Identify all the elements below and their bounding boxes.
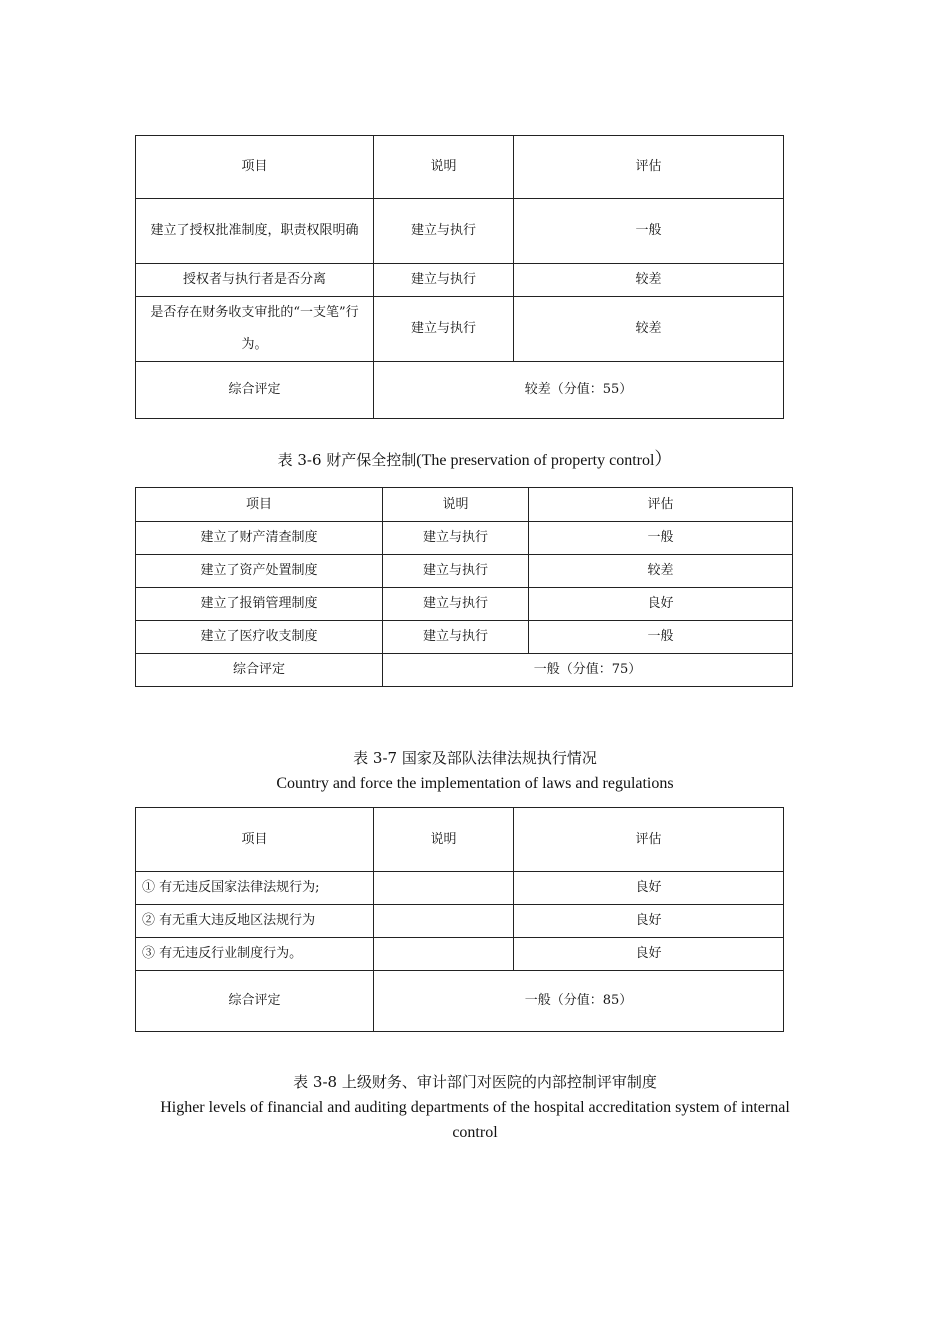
row-description: 建立与执行	[383, 522, 529, 555]
row-evaluation: 较差	[514, 264, 784, 297]
row-description	[374, 938, 514, 971]
table-header-row	[136, 136, 784, 199]
table-caption-3-8	[135, 1070, 815, 1145]
header-evaluation: 评估	[514, 808, 784, 872]
caption-en-line1: Higher levels of financial and auditing departments of the hospital accreditation system of internal	[160, 1099, 790, 1116]
row-item: 是否存在财务收支审批的“一支笔”行为。	[136, 297, 374, 362]
caption-close: ）	[654, 449, 673, 470]
row-evaluation: 一般	[529, 522, 793, 555]
row-description	[374, 905, 514, 938]
summary-label: 综合评定	[136, 362, 374, 419]
row-evaluation: 较差	[514, 297, 784, 362]
row-description	[374, 872, 514, 905]
row-item: 建立了授权批准制度，职责权限明确	[136, 199, 374, 264]
caption-en-line2: control	[452, 1124, 498, 1141]
table-row	[136, 872, 784, 905]
table-row	[136, 555, 793, 588]
summary-row	[136, 971, 784, 1032]
row-description: 建立与执行	[383, 588, 529, 621]
summary-value: 一般（分值：75）	[383, 654, 793, 687]
summary-value: 一般（分值：85）	[374, 971, 784, 1032]
table-row	[136, 199, 784, 264]
table-row	[136, 264, 784, 297]
row-evaluation: 良好	[514, 905, 784, 938]
table-row	[136, 588, 793, 621]
row-description: 建立与执行	[383, 555, 529, 588]
summary-row	[136, 362, 784, 419]
row-evaluation: 良好	[514, 872, 784, 905]
caption-zh: 表 3-6 财产保全控制	[277, 451, 417, 469]
summary-label: 综合评定	[136, 971, 374, 1032]
row-evaluation: 良好	[529, 588, 793, 621]
summary-row	[136, 654, 793, 687]
row-description: 建立与执行	[374, 297, 514, 362]
row-evaluation: 良好	[514, 938, 784, 971]
table-row	[136, 621, 793, 654]
laws-regulations-table	[135, 807, 784, 1032]
row-description: 建立与执行	[374, 199, 514, 264]
header-item: 项目	[136, 488, 383, 522]
row-item: 授权者与执行者是否分离	[136, 264, 374, 297]
row-evaluation: 较差	[529, 555, 793, 588]
table-row	[136, 522, 793, 555]
table-caption-3-6	[135, 447, 815, 473]
caption-zh: 表 3-8 上级财务、审计部门对医院的内部控制评审制度	[293, 1073, 657, 1091]
row-item: ① 有无违反国家法律法规行为;	[136, 872, 374, 905]
caption-en: Country and force the implementation of laws and regulations	[276, 775, 674, 792]
caption-en: (The preservation of property control	[416, 452, 655, 469]
row-item: 建立了资产处置制度	[136, 555, 383, 588]
table-header-row	[136, 808, 784, 872]
row-item: ③ 有无违反行业制度行为。	[136, 938, 374, 971]
header-evaluation: 评估	[514, 136, 784, 199]
row-item: 建立了医疗收支制度	[136, 621, 383, 654]
row-item: ② 有无重大违反地区法规行为	[136, 905, 374, 938]
header-description: 说明	[383, 488, 529, 522]
table-caption-3-7	[135, 746, 815, 796]
header-item: 项目	[136, 808, 374, 872]
row-description: 建立与执行	[374, 264, 514, 297]
summary-value: 较差（分值：55）	[374, 362, 784, 419]
header-description: 说明	[374, 136, 514, 199]
table-row	[136, 938, 784, 971]
header-item: 项目	[136, 136, 374, 199]
row-item: 建立了报销管理制度	[136, 588, 383, 621]
table-row	[136, 297, 784, 362]
row-evaluation: 一般	[514, 199, 784, 264]
row-evaluation: 一般	[529, 621, 793, 654]
header-description: 说明	[374, 808, 514, 872]
row-item: 建立了财产清查制度	[136, 522, 383, 555]
table-header-row	[136, 488, 793, 522]
property-preservation-table	[135, 487, 793, 687]
table-row	[136, 905, 784, 938]
row-description: 建立与执行	[383, 621, 529, 654]
authorization-table	[135, 135, 784, 419]
summary-label: 综合评定	[136, 654, 383, 687]
header-evaluation: 评估	[529, 488, 793, 522]
caption-zh: 表 3-7 国家及部队法律法规执行情况	[353, 749, 597, 767]
